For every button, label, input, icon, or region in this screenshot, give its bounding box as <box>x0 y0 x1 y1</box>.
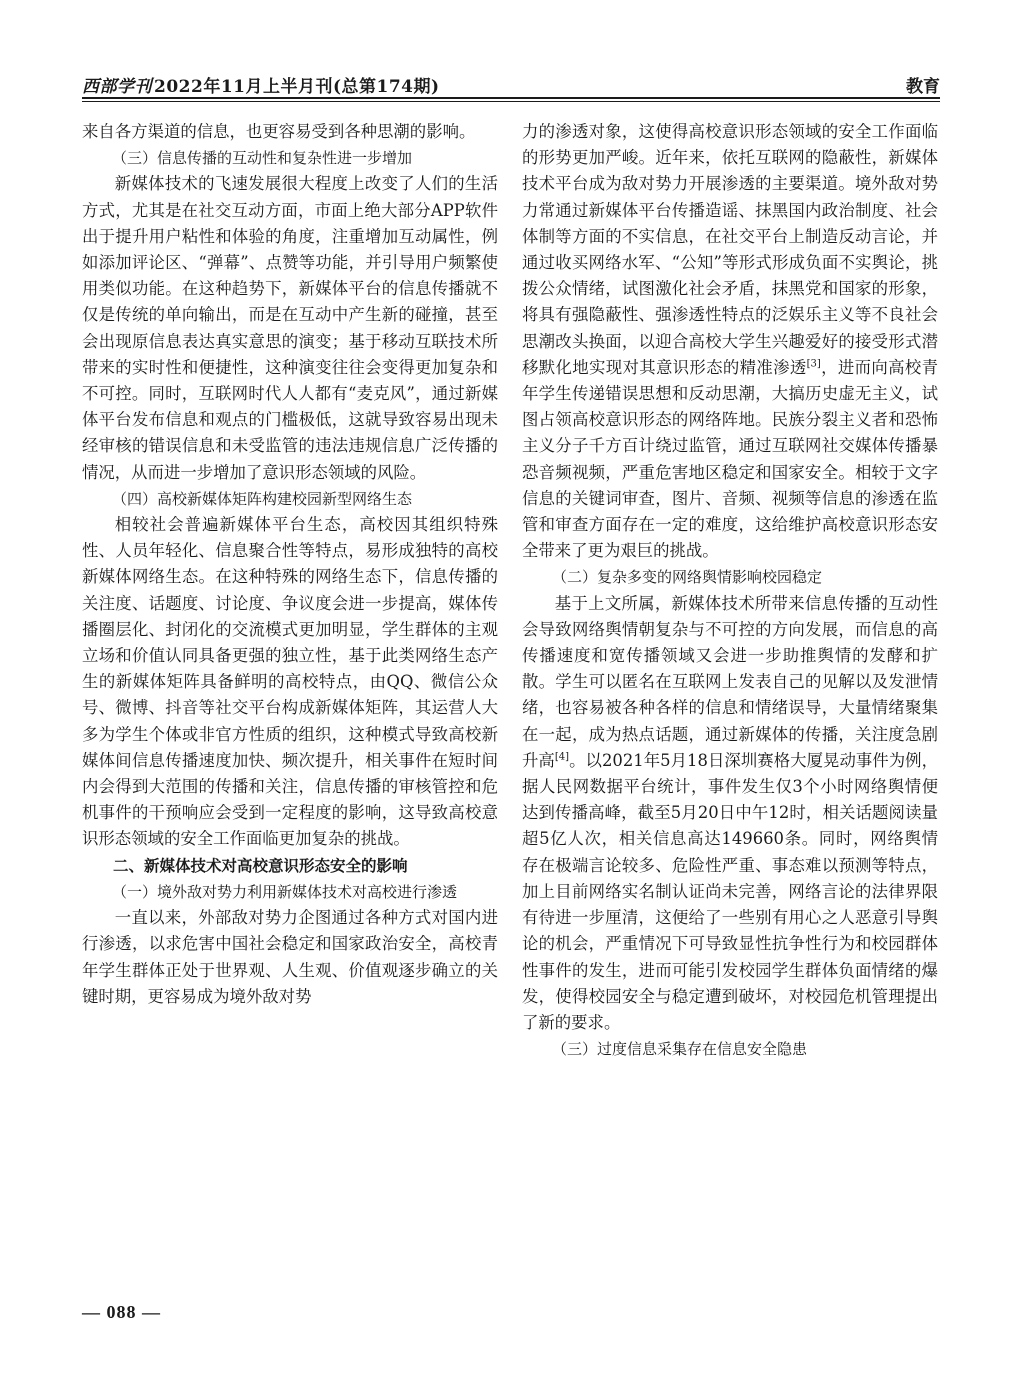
paragraph <box>82 171 498 485</box>
subsection-heading <box>522 1036 938 1062</box>
paragraph-text: （三）过度信息采集存在信息安全隐患 <box>552 1040 808 1059</box>
paragraph <box>82 512 498 853</box>
left-column <box>82 119 498 1010</box>
page-number: — 088 — <box>82 1302 161 1322</box>
paragraph <box>82 119 498 145</box>
paragraph-text: （二）复杂多变的网络舆情影响校园稳定 <box>552 568 823 587</box>
paragraph-text: （三）信息传播的互动性和复杂性进一步增加 <box>112 149 413 168</box>
paragraph-text: 基于上文所属，新媒体技术所带来信息传播的互动性会导致网络舆情朝复杂与不可控的方向发展，而信息的高传播速度和宽传播领域又会进一步助推舆情的发酵和扩散。学生可以匿名在互联网上发表自己的见解以及发泄情绪，也容易被各种各样的信息和情绪误导，大量情绪聚集在一起，成为热点话题，通过新媒体的传播，关注度急剧升高 <box>522 593 938 770</box>
paragraph-text: 新媒体技术的飞速发展很大程度上改变了人们的生活方式，尤其是在社交互动方面，市面上绝大部分APP软件出于提升用户粘性和体验的角度，注重增加互动属性，例如添加评论区、“弹幕”、点赞等功能，并引导用户频繁使用类似功能。在这种趋势下，新媒体平台的信息传播就不仅是传统的单向输出，而是在互动中产生新的碰撞，甚至会出现原信息表达真实意思的演变；基于移动互联技术所带来的实时性和便捷性，这种演变往往会变得更加复杂和不可控。同时，互联网时代人人都有“麦克风”，通过新媒体平台发布信息和观点的门槛极低，这就导致容易出现未经审核的错误信息和未受监管的违法违规信息广泛传播的情况，从而进一步增加了意识形态领域的风险。 <box>82 174 498 482</box>
citation-marker: [4] <box>554 751 570 763</box>
subsection-heading <box>82 145 498 171</box>
citation-marker: [3] <box>806 358 821 370</box>
paragraph <box>522 119 938 564</box>
journal-logo: 西部学刊 <box>82 77 152 97</box>
paragraph-text: 一直以来，外部敌对势力企图通过各种方式对国内进行渗透，以求危害中国社会稳定和国家政治安全，高校青年学生群体正处于世界观、人生观、价值观逐步确立的关键时期，更容易成为境外敌对势 <box>82 908 498 1006</box>
paragraph-text: 。以2021年5月18日深圳赛格大厦晃动事件为例，据人民网数据平台统计，事件发生仅3个小时网络舆情便达到传播高峰，截至5月20日中午12时，相关话题阅读量超5亿人次，相关信息高达149660条。同时，网络舆情存在极端言论较多、危险性严重、事态难以预测等特点，加上目前网络实名制认证尚未完善，网络言论的法律界限有待进一步厘清，这便给了一些别有用心之人恶意引导舆论的机会，严重情况下可导致显性抗争性行为和校园群体性事件的发生，进而可能引发校园学生群体负面情绪的爆发，使得校园安全与稳定遭到破坏，对校园危机管理提出了新的要求。 <box>522 750 939 1032</box>
right-column <box>522 119 938 1062</box>
subsection-heading <box>522 564 938 590</box>
paragraph-text: （一）境外敌对势力利用新媒体技术对高校进行渗透 <box>112 882 458 901</box>
header-rule-thin <box>82 101 940 102</box>
journal-title <box>82 72 440 97</box>
page-header <box>82 68 940 100</box>
subsection-heading <box>82 486 498 512</box>
paragraph-text: ，进而向高校青年学生传递错误思想和反动思潮，大搞历史虚无主义，试图占领高校意识形态的网络阵地。民族分裂主义者和恐怖主义分子千方百计绕过监管，通过互联网社交媒体传播暴恐音频视频，严重危害地区稳定和国家安全。相较于文字信息的关键词审查，图片、音频、视频等信息的渗透在监管和审查方面存在一定的难度，这给维护高校意识形态安全带来了更为艰巨的挑战。 <box>522 357 939 561</box>
section-name: 教育 <box>906 77 940 97</box>
paragraph-text: 二、新媒体技术对高校意识形态安全的影响 <box>113 856 408 875</box>
paragraph-text: 力的渗透对象，这使得高校意识形态领域的安全工作面临的形势更加严峻。近年来，依托互联网的隐蔽性，新媒体技术平台成为敌对势力开展渗透的主要渠道。境外敌对势力常通过新媒体平台传播造谣、抹黑国内政治制度、社会体制等方面的不实信息，在社交平台上制造反动言论，并通过收买网络水军、“公知”等形式形成负面不实舆论，挑拨公众情绪，试图激化社会矛盾，抹黑党和国家的形象，将具有强隐蔽性、强渗透性特点的泛娱乐主义等不良社会思潮改头换面，以迎合高校大学生兴趣爱好的接受形式潜移默化地实现对其意识形态的精准渗透 <box>522 122 938 377</box>
section-heading <box>82 853 498 879</box>
paragraph <box>522 591 938 1036</box>
header-rule <box>82 97 940 99</box>
paragraph-text: 相较社会普遍新媒体平台生态，高校因其组织特殊性、人员年轻化、信息聚合性等特点，易形成独特的高校新媒体网络生态。在这种特殊的网络生态下，信息传播的关注度、话题度、讨论度、争议度会进一步提高，媒体传播圈层化、封闭化的交流模式更加明显，学生群体的主观立场和价值认同具备更强的独立性，基于此类网络生态产生的新媒体矩阵具备鲜明的高校特点，由QQ、微信公众号、微博、抖音等社交平台构成新媒体矩阵，其运营人大多为学生个体或非官方性质的组织，这种模式导致高校新媒体间信息传播速度加快、频次提升，相关事件在短时间内会得到大范围的传播和关注，信息传播的审核管控和危机事件的干预响应会受到一定程度的影响，这导致高校意识形态领域的安全工作面临更加复杂的挑战。 <box>82 515 498 849</box>
paragraph <box>82 905 498 1010</box>
issue-info: 2022年11月上半月刊(总第174期) <box>154 77 440 97</box>
subsection-heading <box>82 879 498 905</box>
paragraph-text: （四）高校新媒体矩阵构建校园新型网络生态 <box>112 489 413 508</box>
paragraph-text: 来自各方渠道的信息，也更容易受到各种思潮的影响。 <box>82 122 476 141</box>
